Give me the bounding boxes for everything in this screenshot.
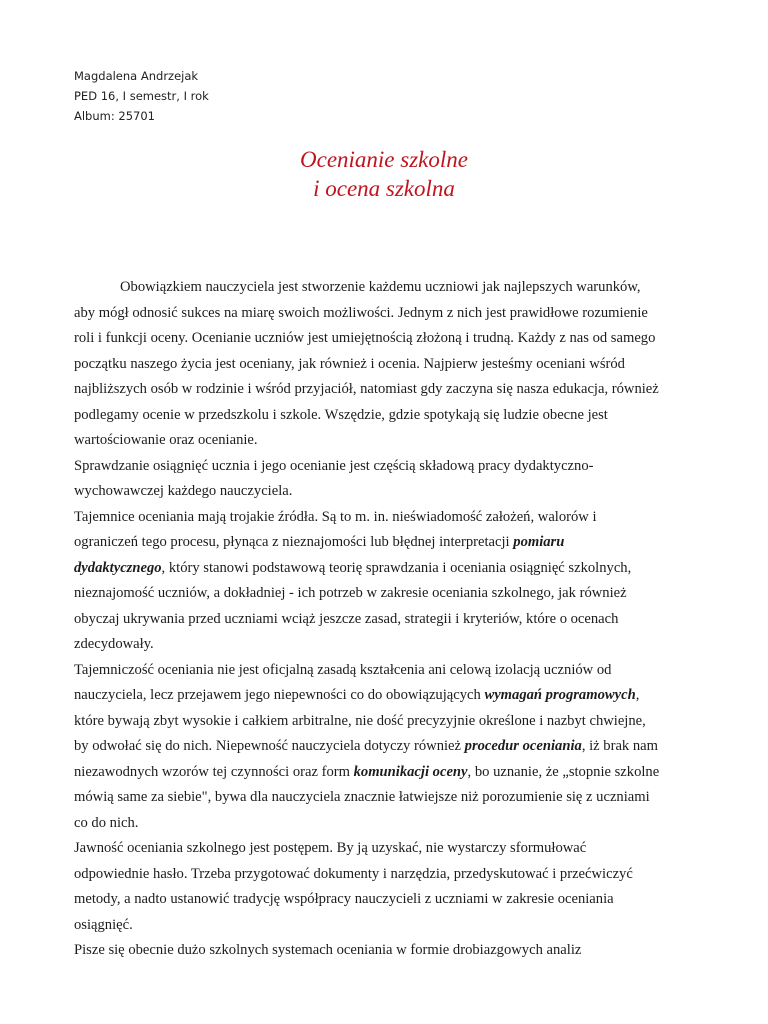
emphasis-term: pomiaru: [513, 534, 565, 550]
body-line: co do nich.: [74, 814, 139, 831]
body-line: nieznajomość uczniów, a dokładniej - ich potrzeb w zakresie oceniania szkolnego, jak również: [74, 585, 627, 601]
body-text: by odwołać się do nich. Niepewność nauczyciela dotyczy również: [74, 738, 465, 754]
body-line: Obowiązkiem nauczyciela jest stworzenie każdemu uczniowi jak najlepszych warunków,: [120, 279, 641, 295]
emphasis-term: komunikacji oceny: [353, 763, 468, 780]
body-line: początku naszego życia jest oceniany, jak również i ocenia. Najpierw jesteśmy oceniani wśród: [74, 355, 625, 372]
body-text: ograniczeń tego procesu, płynąca z nieznajomości lub błędnej interpretacji: [74, 534, 514, 550]
body-line: [74, 760, 696, 786]
body-line: mówią same za siebie", bywa dla nauczyciela znacznie łatwiejsze niż porozumienie się z uczniami: [74, 789, 650, 805]
body-line: [74, 556, 696, 582]
document-title: [0, 145, 768, 203]
body-line: metody, a nadto ustanowić tradycję współpracy nauczycieli z uczniami w zakresie oceniania: [74, 891, 614, 907]
body-line: roli i funkcji oceny. Ocenianie uczniów jest umiejętnością złożoną i trudną. Każdy z nas od samego: [74, 330, 656, 346]
body-line: [74, 734, 696, 760]
body-text: , bo uznanie, że „stopnie szkolne: [467, 763, 660, 780]
body-text: ,: [635, 687, 640, 703]
body-line: zdecydowały.: [74, 636, 154, 652]
emphasis-term: wymagań programowych: [484, 687, 636, 703]
body-text: , iż brak nam: [581, 738, 658, 754]
body-line: które bywają zbyt wysokie i całkiem arbitralne, nie dość precyzyjnie określone i nazbyt chwiejne,: [74, 712, 646, 729]
author-header: [74, 66, 209, 126]
title-line-2: i ocena szkolna: [313, 176, 455, 201]
body-line: Tajemniczość oceniania nie jest oficjalną zasadą kształcenia ani celową izolacją uczniów od: [74, 661, 612, 678]
emphasis-term: dydaktycznego: [74, 559, 162, 576]
body-line: osiągnięć.: [74, 916, 133, 933]
body-line: aby mógł odnosić sukces na miarę swoich możliwości. Jednym z nich jest prawidłowe rozumienie: [74, 304, 648, 321]
title-line-1: Ocenianie szkolne: [300, 147, 468, 172]
body-line: wartościowanie oraz ocenianie.: [74, 432, 258, 448]
body-line: [74, 683, 696, 709]
body-line: wychowawczej każdego nauczyciela.: [74, 483, 293, 499]
body-line: Pisze się obecnie dużo szkolnych systemach oceniania w formie drobiazgowych analiz: [74, 942, 582, 958]
body-line: [74, 530, 696, 556]
album-number: Album: 25701: [74, 109, 155, 123]
body-text: nauczyciela, lecz przejawem jego niepewności co do obowiązujących: [74, 687, 485, 703]
body-line: Tajemnice oceniania mają trojakie źródła. Są to m. in. nieświadomość założeń, walorów i: [74, 508, 597, 525]
body-text: , który stanowi podstawową teorię sprawdzania i oceniania osiągnięć szkolnych,: [161, 559, 632, 576]
body-line: Sprawdzanie osiągnięć ucznia i jego ocenianie jest częścią składową pracy dydaktyczno-: [74, 457, 594, 474]
document-body: [74, 275, 696, 964]
body-text: niezawodnych wzorów tej czynności oraz form: [74, 763, 354, 780]
emphasis-term: procedur oceniania: [464, 738, 582, 754]
author-name: Magdalena Andrzejak: [74, 69, 199, 83]
body-line: Jawność oceniania szkolnego jest postępem. By ją uzyskać, nie wystarczy sformułować: [74, 840, 587, 856]
body-line: podlegamy ocenie w przedszkolu i szkole. Wszędzie, gdzie spotykają się ludzie obecne jest: [74, 406, 608, 423]
body-line: odpowiednie hasło. Trzeba przygotować dokumenty i narzędzia, przedyskutować i przećwiczyć: [74, 865, 633, 882]
body-line: obyczaj ukrywania przed uczniami wciąż jeszcze zasad, strategii i kryteriów, które o ocenach: [74, 610, 619, 627]
student-group: PED 16, I semestr, I rok: [74, 89, 209, 103]
body-line: najbliższych osób w rodzinie i wśród przyjaciół, natomiast gdy zaczyna się nasza edukacja, również: [74, 381, 659, 397]
